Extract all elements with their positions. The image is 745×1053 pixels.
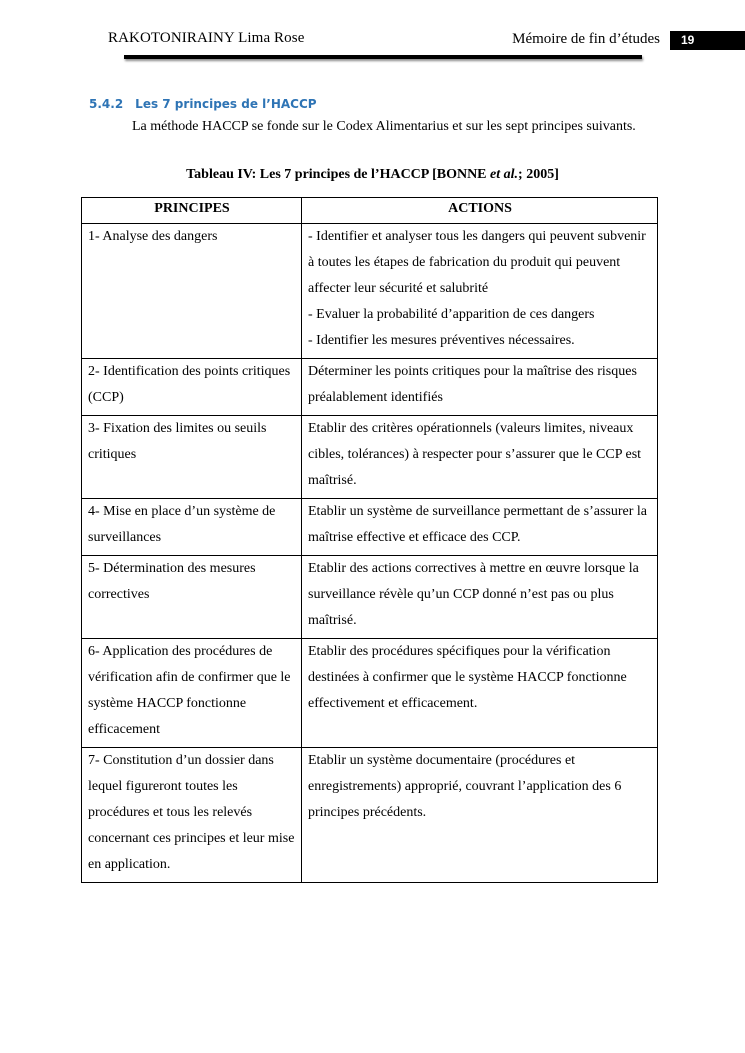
actions-cell <box>302 359 658 416</box>
page-number: 19 <box>670 31 745 50</box>
caption-prefix: Tableau IV: Les 7 principes de l’HACCP [BONNE <box>186 167 491 182</box>
table-row <box>82 416 658 499</box>
action-line: - Evaluer la probabilité d’apparition de ces dangers <box>308 307 595 322</box>
table-row <box>82 748 658 883</box>
table-row <box>82 499 658 556</box>
intro-paragraph: La méthode HACCP se fonde sur le Codex Alimentarius et sur les sept principes suivants. <box>132 119 636 134</box>
action-line: Etablir des critères opérationnels (valeurs limites, niveaux cibles, tolérances) à respecter pour s’assurer que le CCP est maîtrisé. <box>308 421 642 488</box>
column-header-principles: PRINCIPES <box>82 198 302 224</box>
table-caption <box>89 167 656 183</box>
actions-cell <box>302 639 658 748</box>
actions-cell <box>302 748 658 883</box>
actions-cell <box>302 499 658 556</box>
header-document-type: Mémoire de fin d’études <box>512 31 660 47</box>
action-line: - Identifier et analyser tous les dangers qui peuvent subvenir à toutes les étapes de fabrication du produit qui peuvent affecter leur sécurité et salubrité <box>308 229 646 296</box>
caption-italic: et al. <box>490 167 519 182</box>
action-line: - Identifier les mesures préventives nécessaires. <box>308 333 575 348</box>
section-heading <box>89 97 317 111</box>
action-line: Déterminer les points critiques pour la maîtrise des risques préalablement identifiés <box>308 364 637 405</box>
table-row <box>82 556 658 639</box>
principle-cell: 5- Détermination des mesures correctives <box>82 556 302 639</box>
header-author: RAKOTONIRAINY Lima Rose <box>108 30 305 46</box>
table-row <box>82 639 658 748</box>
section-title: Les 7 principes de l’HACCP <box>135 97 317 111</box>
column-header-actions: ACTIONS <box>302 198 658 224</box>
principle-cell: 1- Analyse des dangers <box>82 224 302 359</box>
principle-cell: 6- Application des procédures de vérification afin de confirmer que le système HACCP fonctionne efficacement <box>82 639 302 748</box>
action-line: Etablir un système documentaire (procédures et enregistrements) approprié, couvrant l’application des 6 principes précédents. <box>308 753 622 820</box>
table-row <box>82 359 658 416</box>
principle-cell: 4- Mise en place d’un système de surveillances <box>82 499 302 556</box>
principle-cell: 3- Fixation des limites ou seuils critiques <box>82 416 302 499</box>
principle-cell: 2- Identification des points critiques (CCP) <box>82 359 302 416</box>
table-header-row <box>82 198 658 224</box>
action-line: Etablir des actions correctives à mettre en œuvre lorsque la surveillance révèle qu’un CCP donné n’est pas ou plus maîtrisé. <box>308 561 639 628</box>
table-body <box>82 224 658 883</box>
actions-cell <box>302 556 658 639</box>
action-line: Etablir un système de surveillance permettant de s’assurer la maîtrise effective et efficace des CCP. <box>308 504 647 545</box>
principle-cell: 7- Constitution d’un dossier dans lequel figureront toutes les procédures et tous les relevés concernant ces principes et leur mise en application. <box>82 748 302 883</box>
haccp-principles-table <box>81 197 658 883</box>
actions-cell <box>302 416 658 499</box>
section-number: 5.4.2 <box>89 97 124 111</box>
actions-cell <box>302 224 658 359</box>
caption-suffix: ; 2005] <box>518 167 559 182</box>
table-row <box>82 224 658 359</box>
action-line: Etablir des procédures spécifiques pour la vérification destinées à confirmer que le système HACCP fonctionne effectivement et efficacement. <box>308 644 627 711</box>
header-rule <box>124 55 642 59</box>
